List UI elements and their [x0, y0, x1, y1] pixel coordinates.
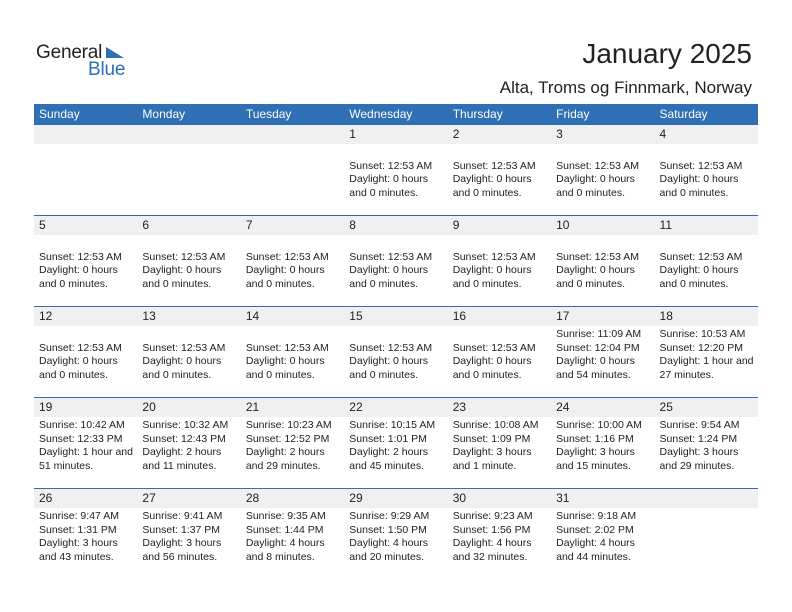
- weekday-monday: Monday: [142, 107, 186, 121]
- day-cell: [241, 235, 344, 305]
- day-number: 3: [556, 127, 563, 141]
- sun-info-text: Sunrise: 9:23 AM Sunset: 1:56 PM Daylight: 4 hours and 32 minutes.: [452, 510, 533, 563]
- day-number: 9: [452, 218, 460, 232]
- day-number: [137, 125, 240, 144]
- calendar-week: [34, 306, 758, 397]
- date-row: [34, 398, 758, 417]
- weekday-sunday: Sunday: [39, 107, 80, 121]
- day-number: 24: [556, 400, 570, 414]
- sun-info-text: Sunset: 12:53 AM Daylight: 0 hours and 0 minutes.: [556, 250, 639, 290]
- sun-info-text: Sunset: 12:53 AM Daylight: 0 hours and 0 minutes.: [452, 250, 536, 290]
- day-cell: [551, 417, 654, 487]
- sun-info-text: Sunrise: 10:42 AM Sunset: 12:33 PM Daylight: 1 hour and 51 minutes.: [39, 419, 133, 472]
- day-number: 7: [245, 218, 253, 232]
- sun-info-text: Sunset: 12:53 AM Daylight: 0 hours and 0 minutes.: [349, 250, 433, 290]
- logo-word-blue: Blue: [88, 59, 126, 80]
- logo: [36, 42, 136, 82]
- day-cell: [551, 235, 654, 305]
- calendar-week: [34, 488, 758, 579]
- day-cell: [344, 144, 447, 214]
- date-row: [34, 489, 758, 508]
- day-cell: [137, 326, 240, 396]
- sun-info-text: Sunset: 12:53 AM Daylight: 0 hours and 0 minutes.: [142, 341, 226, 381]
- info-row: [34, 417, 758, 487]
- sun-info-text: Sunset: 12:53 AM Daylight: 0 hours and 0 minutes.: [659, 250, 743, 290]
- page-subtitle: Alta, Troms og Finnmark, Norway: [499, 78, 752, 97]
- day-number: 1: [349, 127, 356, 141]
- sun-info-text: Sunrise: 10:23 AM Sunset: 12:52 PM Daylight: 2 hours and 29 minutes.: [245, 419, 332, 472]
- logo-flag-icon: [106, 47, 124, 58]
- calendar-week: [34, 397, 758, 488]
- sun-info-text: Sunset: 12:53 AM Daylight: 0 hours and 0 minutes.: [39, 250, 122, 290]
- sun-info-text: Sunset: 12:53 AM Daylight: 0 hours and 0 minutes.: [452, 341, 536, 381]
- day-cell: [551, 508, 654, 578]
- day-cell: [137, 144, 240, 214]
- day-number: 14: [245, 309, 260, 323]
- sun-info-text: Sunrise: 11:09 AM Sunset: 12:04 PM Daylight: 0 hours and 54 minutes.: [556, 328, 642, 381]
- day-number: [241, 125, 344, 144]
- day-number: 23: [452, 400, 467, 414]
- sun-info-text: Sunrise: 9:54 AM Sunset: 1:24 PM Daylight: 3 hours and 29 minutes.: [659, 419, 740, 472]
- sun-info-text: Sunset: 12:53 AM Daylight: 0 hours and 0 minutes.: [556, 159, 639, 199]
- day-number: 5: [39, 218, 46, 232]
- day-number: 12: [39, 309, 53, 323]
- day-number: 13: [142, 309, 156, 323]
- day-cell: [655, 235, 758, 305]
- day-cell: [448, 144, 551, 214]
- info-row: [34, 326, 758, 396]
- weekday-wednesday: Wednesday: [349, 107, 413, 121]
- weekday-header: [34, 104, 758, 125]
- day-cell: [551, 326, 654, 396]
- day-cell: [448, 235, 551, 305]
- sun-info-text: Sunrise: 10:15 AM Sunset: 1:01 PM Daylight: 2 hours and 45 minutes.: [349, 419, 436, 472]
- day-cell: [241, 326, 344, 396]
- day-cell: [344, 235, 447, 305]
- weekday-thursday: Thursday: [452, 107, 503, 121]
- day-cell: [655, 144, 758, 214]
- day-number: 6: [142, 218, 150, 232]
- day-number: [655, 489, 758, 508]
- day-number: 20: [142, 400, 156, 414]
- day-cell: [137, 235, 240, 305]
- info-row: [34, 144, 758, 214]
- day-number: 2: [452, 127, 460, 141]
- day-number: 28: [245, 491, 260, 505]
- day-cell: [34, 144, 137, 214]
- info-row: [34, 235, 758, 305]
- sun-info-text: Sunset: 12:53 AM Daylight: 0 hours and 0 minutes.: [142, 250, 226, 290]
- info-row: [34, 508, 758, 578]
- day-number: 10: [556, 218, 570, 232]
- day-cell: [655, 417, 758, 487]
- day-cell: [137, 508, 240, 578]
- page-title: January 2025: [582, 38, 752, 69]
- day-cell: [241, 144, 344, 214]
- sun-info-text: Sunrise: 10:08 AM Sunset: 1:09 PM Daylight: 3 hours and 1 minute.: [452, 419, 539, 472]
- day-number: 22: [349, 400, 363, 414]
- day-number: 11: [659, 218, 672, 232]
- sun-info-text: Sunrise: 9:41 AM Sunset: 1:37 PM Daylight: 3 hours and 56 minutes.: [142, 510, 223, 563]
- day-cell: [344, 326, 447, 396]
- day-number: 19: [39, 400, 53, 414]
- day-number: 27: [142, 491, 156, 505]
- day-cell: [34, 417, 137, 487]
- date-row: [34, 125, 758, 144]
- calendar-weeks: [34, 125, 758, 579]
- day-cell: [344, 417, 447, 487]
- weekday-saturday: Saturday: [659, 107, 708, 121]
- sun-info-text: Sunset: 12:53 AM Daylight: 0 hours and 0 minutes.: [349, 159, 433, 199]
- sun-info-text: Sunset: 12:53 AM Daylight: 0 hours and 0 minutes.: [245, 250, 329, 290]
- day-number: 17: [556, 309, 570, 323]
- day-number: 15: [349, 309, 363, 323]
- day-cell: [241, 417, 344, 487]
- day-number: 26: [39, 491, 53, 505]
- day-number: [34, 125, 137, 144]
- sun-info-text: Sunrise: 9:35 AM Sunset: 1:44 PM Daylight: 4 hours and 8 minutes.: [245, 510, 326, 563]
- sun-info-text: Sunrise: 9:47 AM Sunset: 1:31 PM Daylight: 3 hours and 43 minutes.: [39, 510, 119, 563]
- sun-info-text: Sunrise: 9:18 AM Sunset: 2:02 PM Daylight: 4 hours and 44 minutes.: [556, 510, 637, 563]
- logo-word-general: General: [36, 42, 103, 63]
- sun-info-text: Sunrise: 9:29 AM Sunset: 1:50 PM Daylight: 4 hours and 20 minutes.: [349, 510, 430, 563]
- date-row: [34, 307, 758, 326]
- day-cell: [34, 326, 137, 396]
- day-cell: [551, 144, 654, 214]
- day-number: 25: [659, 400, 673, 414]
- day-number: 30: [452, 491, 467, 505]
- day-number: 21: [245, 400, 260, 414]
- sun-info-text: Sunset: 12:53 AM Daylight: 0 hours and 0 minutes.: [245, 341, 329, 381]
- sun-info-text: Sunrise: 10:00 AM Sunset: 1:16 PM Daylight: 3 hours and 15 minutes.: [556, 419, 642, 472]
- day-number: 16: [452, 309, 467, 323]
- sun-info-text: Sunrise: 10:53 AM Sunset: 12:20 PM Daylight: 1 hour and 27 minutes.: [659, 328, 754, 381]
- day-number: 29: [349, 491, 363, 505]
- day-cell: [34, 508, 137, 578]
- weekday-friday: Friday: [556, 107, 590, 121]
- day-cell: [241, 508, 344, 578]
- sun-info-text: Sunrise: 10:32 AM Sunset: 12:43 PM Daylight: 2 hours and 11 minutes.: [142, 419, 229, 472]
- calendar-week: [34, 215, 758, 306]
- date-row: [34, 216, 758, 235]
- day-cell: [344, 508, 447, 578]
- day-cell: [137, 417, 240, 487]
- weekday-tuesday: Tuesday: [245, 107, 292, 121]
- calendar-week: [34, 125, 758, 215]
- day-cell: [448, 326, 551, 396]
- sun-info-text: Sunset: 12:53 AM Daylight: 0 hours and 0 minutes.: [39, 341, 122, 381]
- day-cell: [448, 417, 551, 487]
- sun-info-text: Sunset: 12:53 AM Daylight: 0 hours and 0 minutes.: [452, 159, 536, 199]
- day-number: 8: [349, 218, 356, 232]
- sun-info-text: Sunset: 12:53 AM Daylight: 0 hours and 0 minutes.: [349, 341, 433, 381]
- sun-info-text: Sunset: 12:53 AM Daylight: 0 hours and 0 minutes.: [659, 159, 743, 199]
- day-cell: [448, 508, 551, 578]
- day-cell: [655, 326, 758, 396]
- day-number: 18: [659, 309, 673, 323]
- day-cell: [34, 235, 137, 305]
- day-cell: [655, 508, 758, 578]
- day-number: 4: [659, 127, 667, 141]
- calendar-grid: [34, 104, 758, 579]
- day-number: 31: [556, 491, 570, 505]
